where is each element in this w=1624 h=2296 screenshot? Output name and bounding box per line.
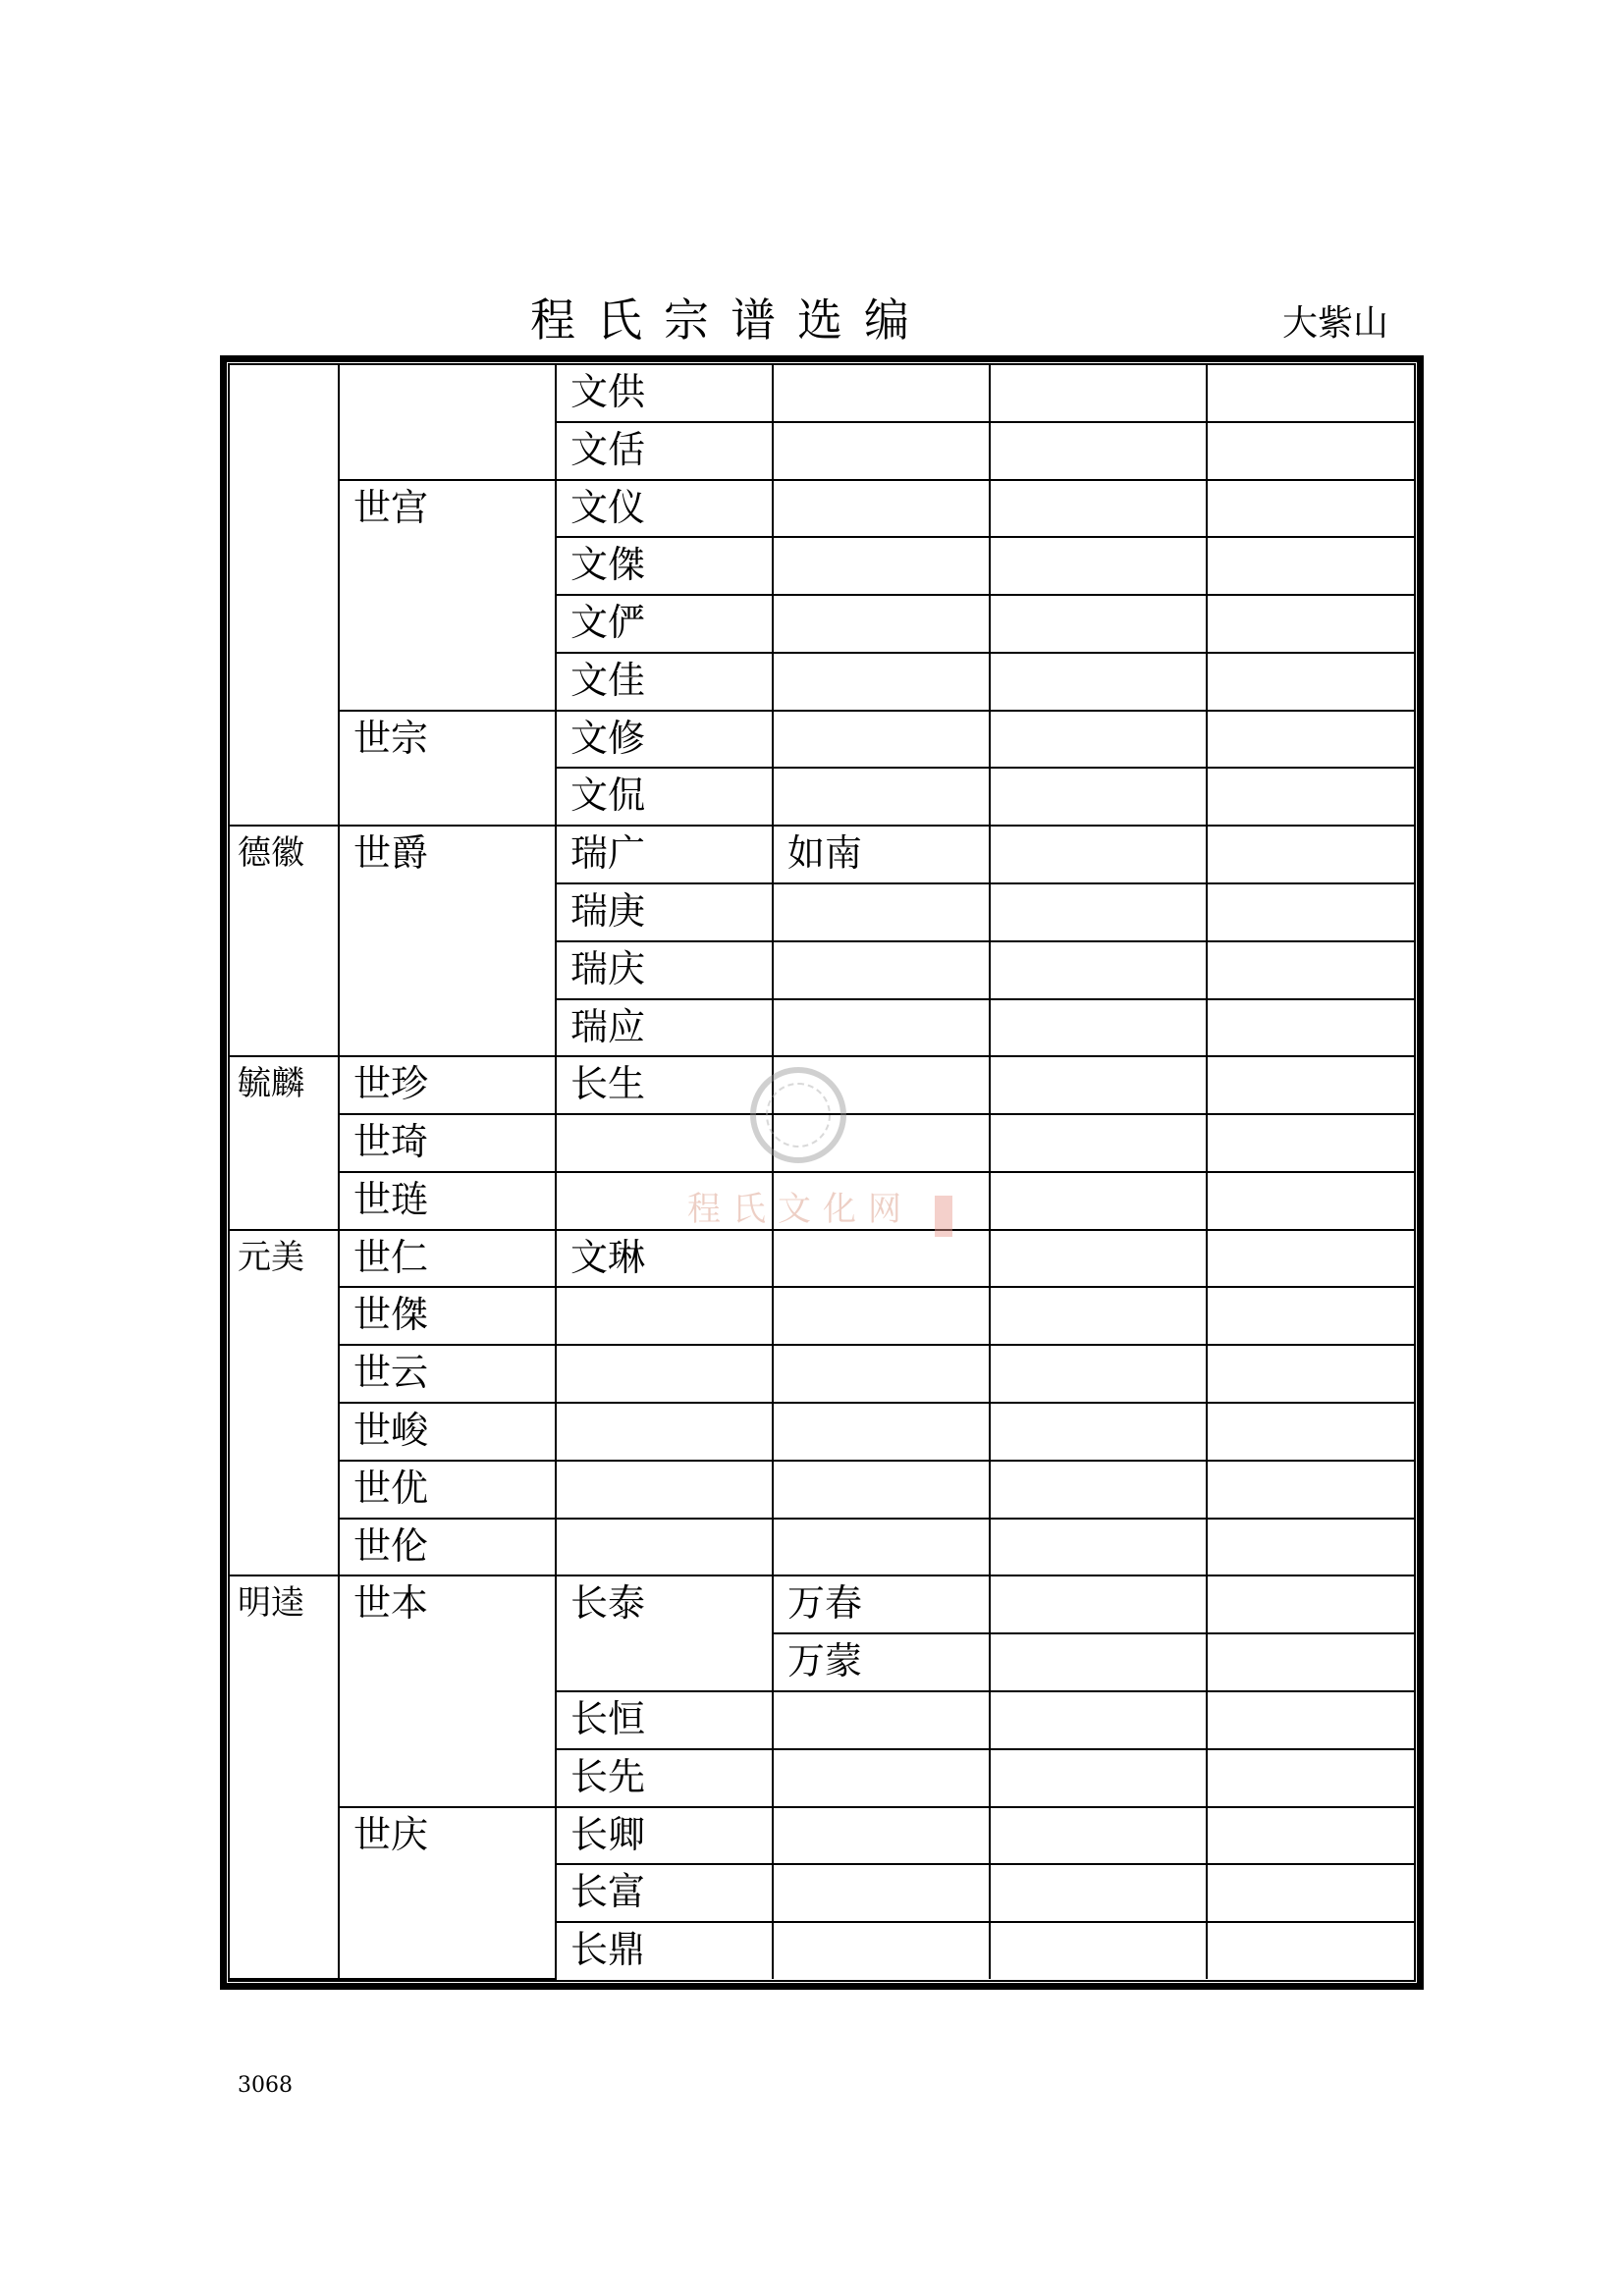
watermark-text: 程氏文化网	[687, 1190, 913, 1229]
table-cell	[1207, 1461, 1414, 1519]
table-cell	[990, 1691, 1207, 1749]
table-cell	[773, 1230, 990, 1288]
table-cell	[990, 480, 1207, 538]
table-cell: 长鼎	[556, 1922, 773, 1979]
table-cell	[990, 883, 1207, 941]
table-cell	[990, 365, 1207, 422]
table-cell	[1207, 1807, 1414, 1865]
table-cell	[339, 365, 556, 480]
table-cell: 瑞应	[556, 999, 773, 1057]
table-row	[230, 1403, 1414, 1461]
table-cell	[1207, 1864, 1414, 1922]
table-cell	[1207, 653, 1414, 711]
table-cell	[990, 1864, 1207, 1922]
table-row	[230, 1575, 1414, 1633]
table-cell: 世琦	[339, 1114, 556, 1172]
table-cell	[773, 711, 990, 769]
table-cell: 万蒙	[773, 1633, 990, 1691]
table-cell: 世仁	[339, 1230, 556, 1288]
table-cell	[990, 999, 1207, 1057]
page-title: 程氏宗谱选编	[530, 294, 931, 347]
table-cell	[556, 1114, 773, 1172]
table-cell	[990, 826, 1207, 883]
table-cell	[1207, 1575, 1414, 1633]
table-cell	[1207, 1633, 1414, 1691]
table-row	[230, 1519, 1414, 1576]
table-cell	[773, 480, 990, 538]
table-cell	[990, 1345, 1207, 1403]
table-cell	[1207, 480, 1414, 538]
table-cell	[1207, 941, 1414, 999]
table-cell	[773, 1807, 990, 1865]
table-cell	[773, 1519, 990, 1576]
table-cell	[773, 537, 990, 595]
table-cell	[990, 653, 1207, 711]
table-cell: 明逵	[230, 1575, 339, 1979]
table-cell: 世琏	[339, 1172, 556, 1230]
table-cell	[1207, 1230, 1414, 1288]
table-cell	[773, 595, 990, 653]
table-cell: 文仪	[556, 480, 773, 538]
table-cell	[1207, 768, 1414, 826]
table-cell	[230, 365, 339, 826]
table-cell	[990, 1519, 1207, 1576]
table-cell	[990, 1287, 1207, 1345]
table-cell	[773, 1287, 990, 1345]
table-cell	[990, 1172, 1207, 1230]
table-cell	[990, 711, 1207, 769]
table-cell	[1207, 1749, 1414, 1807]
table-cell	[773, 999, 990, 1057]
table-cell	[990, 1461, 1207, 1519]
table-cell: 德徽	[230, 826, 339, 1056]
table-cell	[990, 595, 1207, 653]
table-row	[230, 711, 1414, 769]
table-cell: 世珍	[339, 1056, 556, 1114]
table-cell	[773, 365, 990, 422]
table-row	[230, 1807, 1414, 1865]
table-cell: 世本	[339, 1575, 556, 1806]
table-cell: 世傑	[339, 1287, 556, 1345]
page-location: 大紫山	[1282, 303, 1389, 344]
table-cell	[773, 883, 990, 941]
table-cell	[773, 1749, 990, 1807]
table-row	[230, 365, 1414, 422]
table-cell	[1207, 826, 1414, 883]
table-cell	[1207, 537, 1414, 595]
table-cell	[1207, 1114, 1414, 1172]
watermark-stamp-icon	[935, 1196, 952, 1237]
table-cell	[1207, 422, 1414, 480]
table-cell: 文琳	[556, 1230, 773, 1288]
table-row	[230, 480, 1414, 538]
table-cell	[1207, 1922, 1414, 1979]
table-cell	[773, 653, 990, 711]
table-cell	[1207, 999, 1414, 1057]
table-cell	[556, 1345, 773, 1403]
table-cell: 长卿	[556, 1807, 773, 1865]
table-cell: 文修	[556, 711, 773, 769]
table-cell: 世宗	[339, 711, 556, 827]
table-cell	[990, 1575, 1207, 1633]
table-cell: 文傑	[556, 537, 773, 595]
table-cell	[1207, 1345, 1414, 1403]
table-cell: 文佳	[556, 653, 773, 711]
table-cell: 世庆	[339, 1807, 556, 1980]
table-cell	[773, 768, 990, 826]
table-cell	[556, 1287, 773, 1345]
table-cell: 世云	[339, 1345, 556, 1403]
page-number: 3068	[238, 2073, 293, 2098]
table-row	[230, 1345, 1414, 1403]
table-cell	[773, 1922, 990, 1979]
table-cell: 文佸	[556, 422, 773, 480]
table-cell: 世爵	[339, 826, 556, 1056]
table-cell	[1207, 595, 1414, 653]
table-cell: 毓麟	[230, 1056, 339, 1229]
table-cell	[773, 1864, 990, 1922]
table-cell: 瑞庆	[556, 941, 773, 999]
table-cell: 文供	[556, 365, 773, 422]
table-cell	[990, 1922, 1207, 1979]
table-cell: 长生	[556, 1056, 773, 1114]
table-row	[230, 1230, 1414, 1288]
table-cell	[556, 1403, 773, 1461]
table-cell: 世伦	[339, 1519, 556, 1576]
table-cell	[990, 768, 1207, 826]
table-cell: 瑞庚	[556, 883, 773, 941]
table-cell	[1207, 1056, 1414, 1114]
table-cell	[773, 1345, 990, 1403]
table-cell	[773, 1461, 990, 1519]
table-cell: 长恒	[556, 1691, 773, 1749]
table-cell: 如南	[773, 826, 990, 883]
table-cell: 长先	[556, 1749, 773, 1807]
table-cell	[556, 1519, 773, 1576]
table-cell: 文俨	[556, 595, 773, 653]
watermark-seal-icon	[750, 1067, 846, 1163]
table-cell	[990, 941, 1207, 999]
table-cell	[990, 1807, 1207, 1865]
table-cell	[990, 1749, 1207, 1807]
table-cell	[990, 1056, 1207, 1114]
table-cell	[990, 1633, 1207, 1691]
table-cell	[990, 1230, 1207, 1288]
table-cell	[773, 1691, 990, 1749]
table-cell: 世宫	[339, 480, 556, 711]
table-cell	[990, 1114, 1207, 1172]
table-cell	[773, 1403, 990, 1461]
table-cell	[1207, 711, 1414, 769]
table-cell: 文侃	[556, 768, 773, 826]
genealogy-table	[230, 365, 1414, 1980]
table-cell: 世峻	[339, 1403, 556, 1461]
table-cell	[990, 1403, 1207, 1461]
table-cell: 瑞广	[556, 826, 773, 883]
table-cell	[990, 422, 1207, 480]
table-cell	[1207, 1287, 1414, 1345]
table-cell	[773, 422, 990, 480]
table-cell	[773, 941, 990, 999]
table-row	[230, 826, 1414, 883]
table-cell	[556, 1461, 773, 1519]
table-cell	[990, 537, 1207, 595]
table-cell	[1207, 1403, 1414, 1461]
table-cell	[1207, 1691, 1414, 1749]
table-cell: 世优	[339, 1461, 556, 1519]
table-cell	[1207, 1519, 1414, 1576]
table-cell	[1207, 883, 1414, 941]
table-cell	[1207, 365, 1414, 422]
table-cell: 长富	[556, 1864, 773, 1922]
table-cell	[1207, 1172, 1414, 1230]
table-cell: 元美	[230, 1230, 339, 1576]
table-cell: 万春	[773, 1575, 990, 1633]
table-row	[230, 1461, 1414, 1519]
table-row	[230, 1287, 1414, 1345]
table-cell: 长泰	[556, 1575, 773, 1691]
